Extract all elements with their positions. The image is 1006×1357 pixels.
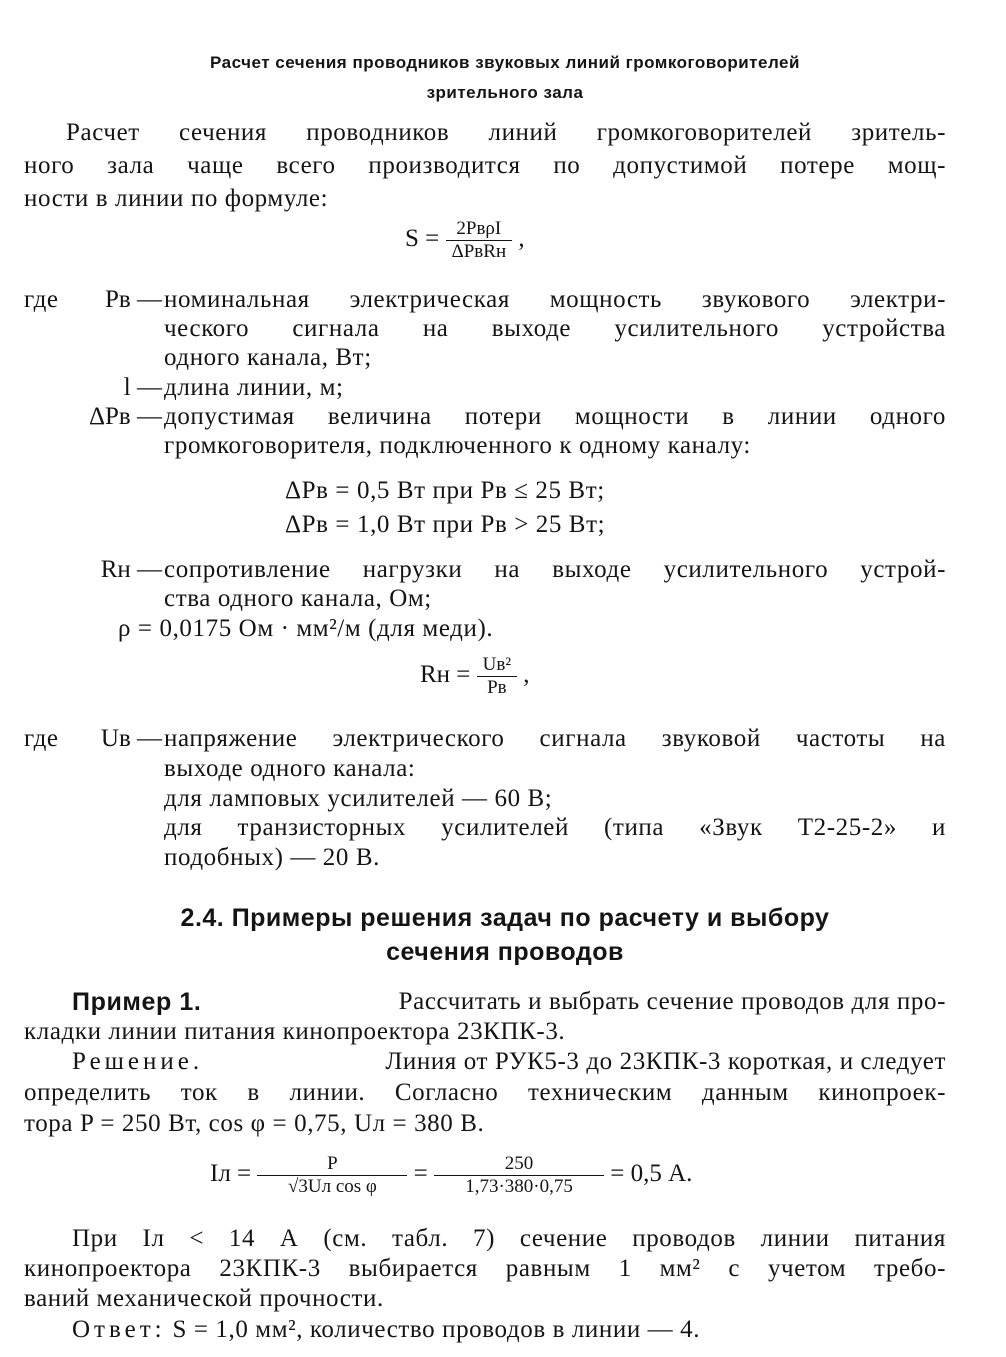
def-rn-line-1: сопротивление нагрузки на выходе усилительного устрой-: [164, 556, 946, 583]
formula-lhs: S =: [405, 225, 440, 253]
subsection-heading: [60, 901, 950, 969]
def-dp-condition-1: ΔPв = 0,5 Вт при Pв ≤ 25 Вт;: [285, 477, 605, 504]
section-heading: [70, 48, 940, 108]
formula3-fraction-2: [434, 1153, 604, 1198]
formula-current: [210, 1153, 692, 1198]
def-uv-line-2: выходе одного канала:: [164, 755, 416, 782]
where-label: где: [24, 286, 59, 313]
where-label-2: где: [24, 725, 59, 752]
term-l: l —: [123, 374, 162, 401]
def-uv-line-4: для транзисторных усилителей (типа «Звук Т2-25-2» и: [164, 814, 946, 841]
answer-text: S = 1,0 мм², количество проводов в линии — 4.: [172, 1316, 701, 1343]
formula-denominator: ΔPвRн: [451, 241, 507, 262]
term-pv: Pв —: [105, 286, 162, 313]
formula-fraction: [446, 218, 513, 263]
def-dp-line-2: громкоговорителя, подключенного к одному каналу:: [164, 432, 751, 459]
def-uv-line-1: напряжение электрического сигнала звуковой частоты на: [164, 725, 946, 752]
def-pv-line-3: одного канала, Вт;: [164, 344, 372, 371]
formula-tail: ,: [518, 225, 525, 253]
answer-line: [72, 1315, 700, 1345]
def-rn-line-2: ства одного канала, Ом;: [164, 585, 432, 612]
def-l: длина линии, м;: [164, 374, 344, 401]
term-rn: Rн —: [100, 556, 162, 583]
solution-line-1-text: Линия от РУК5-3 до 23КПК-3 короткая, и следует: [385, 1048, 946, 1075]
def-pv-line-1: номинальная электрическая мощность звукового электри-: [164, 286, 946, 313]
formula-numerator: 2PвρI: [446, 218, 513, 241]
formula3-numerator-2: 250: [434, 1153, 604, 1176]
formula2-fraction: [477, 654, 517, 699]
formula3-numerator-1: P: [257, 1153, 407, 1176]
intro-line-2: ного зала чаще всего производится по допустимой потере мощ-: [24, 152, 946, 179]
formula2-lhs: Rн =: [420, 661, 471, 689]
intro-line-3: ности в линии по формуле:: [24, 185, 329, 212]
def-rho: ρ = 0,0175 Ом · мм²/м (для меди).: [118, 615, 494, 642]
conclusion-line-3: ваний механической прочности.: [24, 1285, 384, 1312]
conclusion-line-1: При Iл < 14 А (см. табл. 7) сечение проводов линии питания: [72, 1225, 946, 1252]
example-line-1-text: Рассчитать и выбрать сечение проводов для про-: [398, 988, 946, 1015]
solution-label: Решение.: [72, 1048, 204, 1075]
example-label: Пример 1.: [72, 988, 202, 1016]
subsection-heading-line-2: сечения проводов: [386, 938, 624, 966]
solution-line-3: тора P = 250 Вт, cos φ = 0,75, Uл = 380 В.: [24, 1110, 485, 1137]
intro-line-1: Расчет сечения проводников линий громкоговорителей зритель-: [66, 119, 946, 146]
solution-line-2: определить ток в линии. Согласно техническим данным кинопроек-: [24, 1079, 946, 1106]
formula3-equals: =: [413, 1160, 428, 1188]
subsection-heading-line-1: 2.4. Примеры решения задач по расчету и выбору: [180, 904, 830, 932]
formula2-numerator: Uв²: [477, 654, 517, 677]
term-delta-pv: ΔPв —: [88, 403, 162, 430]
heading-line-1: Расчет сечения проводников звуковых линий громкоговорителей: [210, 53, 800, 72]
formula3-denominator-2: 1,73·380·0,75: [465, 1176, 573, 1197]
def-dp-line-1: допустимая величина потери мощности в линии одного: [164, 403, 946, 430]
formula2-denominator: Pв: [487, 677, 507, 698]
solution-line-1: [72, 1047, 946, 1077]
heading-line-2: зрительного зала: [426, 83, 584, 102]
example-line-2: кладки линии питания кинопроектора 23КПК-3.: [24, 1018, 566, 1045]
def-uv-line-3: для ламповых усилителей — 60 В;: [164, 785, 553, 812]
def-uv-line-5: подобных) — 20 В.: [164, 844, 380, 871]
formula-cross-section: [405, 218, 525, 263]
formula2-tail: ,: [523, 661, 530, 689]
formula3-fraction-1: [257, 1153, 407, 1198]
formula3-result: = 0,5 А.: [610, 1160, 693, 1188]
formula3-denominator-1: √3Uл cos φ: [287, 1176, 377, 1197]
formula3-lhs: Iл =: [210, 1160, 252, 1188]
example-line-1: [72, 987, 946, 1017]
term-uv: Uв —: [100, 725, 162, 752]
formula-load-resistance: [420, 654, 530, 699]
answer-label: Ответ:: [72, 1316, 166, 1343]
def-pv-line-2: ческого сигнала на выходе усилительного устройства: [164, 315, 946, 342]
def-dp-condition-2: ΔPв = 1,0 Вт при Pв > 25 Вт;: [285, 511, 606, 538]
conclusion-line-2: кинопроектора 23КПК-3 выбирается равным 1 мм² с учетом требо-: [24, 1255, 946, 1282]
